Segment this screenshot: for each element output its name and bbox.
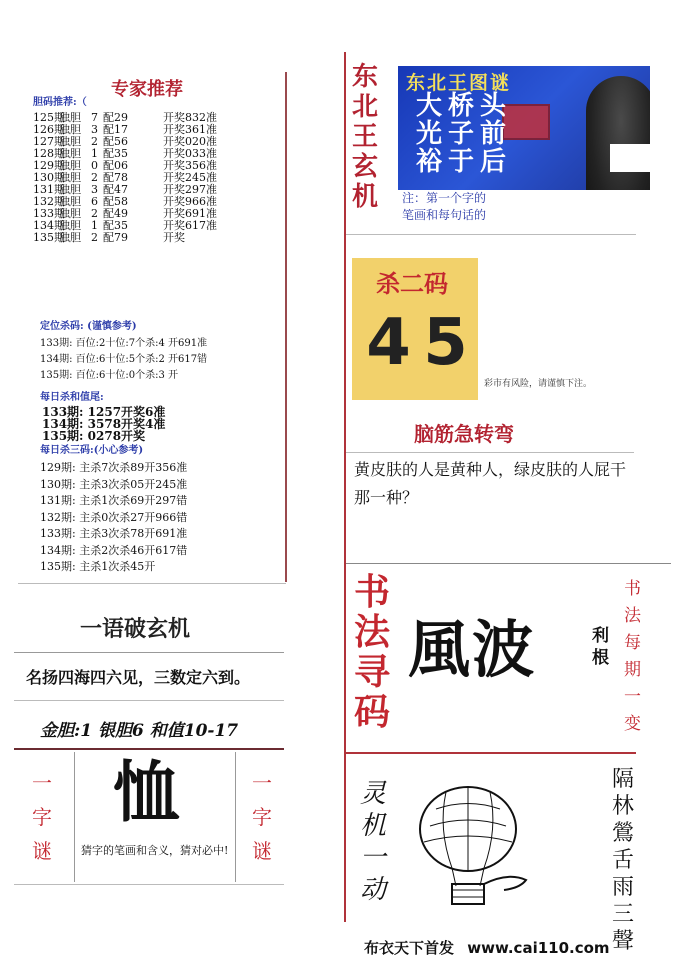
naojin-rule [346,452,634,453]
sansha-header: 每日杀三码:(小心参考) [40,445,144,456]
dan-num: 0 [91,159,98,172]
dan-num: 7 [91,111,98,124]
dan-pei: 配78 [103,171,128,184]
puzzle-white-block [610,144,650,172]
sha-num: 4 [366,306,411,380]
puzzle-sub [398,190,650,228]
shufa-vert [624,576,644,738]
gelin-vert [612,766,640,955]
dan-num: 6 [91,195,98,208]
sha-num: 5 [423,306,468,380]
expert-title: 专家推荐 [111,79,183,100]
dan-header: 胆码推荐:（ [33,97,87,108]
dan-num: 2 [91,171,98,184]
shufa-vert-text: 书法每期一变 [624,579,641,734]
yiyu-text: 名扬四海四六见，三数定六到。 [26,668,251,687]
dan-result: 开奖020准 [163,135,217,148]
dan-result: 开奖245准 [163,171,217,184]
yizi-center [74,752,236,882]
meiri-row: 134期: 3578开奖4准 [42,417,166,431]
yizi-hint: 猜字的笔画和含义，猜对必中! [81,844,229,857]
yizi-left-text: 一字谜 [32,771,52,863]
dan-label: 独胆 [59,123,81,136]
dan-period: 133期 [33,207,65,220]
dan-label: 独胆 [59,195,81,208]
sansha-row: 132期: 主杀0次杀27开966错 [40,510,188,524]
dan-period: 125期 [33,111,65,124]
dongbei-vertical-text: 东北王玄机 [352,62,379,212]
puzzle-image [398,66,650,228]
dan-result: 开奖832准 [163,111,217,124]
dan-period: 129期 [33,159,65,172]
yizi-rule [14,884,284,885]
sha-note: 彩市有风险，请谨慎下注。 [484,379,593,389]
puzzle-sub1: 注：第一个字的 [402,191,487,205]
dan-result: 开奖691准 [163,207,217,220]
sansha-row: 131期: 主杀1次杀69开297错 [40,494,188,507]
dan-result: 开奖361准 [163,123,217,136]
dan-row [33,232,278,244]
dan-result: 开奖356准 [163,159,217,172]
footer-text: 布衣天下首发 [364,939,455,957]
dan-num: 2 [91,231,98,244]
puzzle-sub2: 笔画和每句话的 [402,208,487,222]
yiyu-box [14,598,284,653]
dan-label: 独胆 [59,219,81,232]
dan-period: 127期 [33,135,65,148]
puzzle-line: 光子前 [416,119,513,149]
dan-label: 独胆 [59,147,81,160]
yizi-box [14,752,284,882]
dan-label: 独胆 [59,207,81,220]
dan-pei: 配58 [103,195,128,208]
dan-period: 134期 [33,219,65,232]
naojin-text: 黄皮肤的人是黄种人，绿皮肤的人屁干那一种？ [354,460,627,507]
sansha-row: 133期: 主杀3次杀78开691准 [40,527,188,540]
yiyu-rule [14,700,284,701]
dan-result: 开奖966准 [163,195,217,208]
balloon-icon [408,784,558,914]
dan-period: 135期 [33,231,65,244]
gelin-text: 隔林鶯舌雨三聲 [612,767,635,954]
dingwei-row: 133期: 百位:2十位:7个杀:4 开691准 [40,338,208,349]
shufa-label-text: 书法寻码 [354,571,391,733]
dan-num: 1 [91,147,98,160]
dan-result: 开奖 [163,231,185,244]
sha-nums [360,306,474,380]
dan-pei: 配29 [103,111,128,124]
sansha-row: 130期: 主杀3次杀05开245准 [40,477,188,491]
dan-label: 独胆 [59,171,81,184]
dingwei-list [40,336,207,384]
dan-list [33,112,278,244]
left-divider [285,72,287,582]
shufa-rule [346,752,636,754]
dan-pei: 配56 [103,135,128,148]
lingji-label [360,778,390,906]
dan-label: 独胆 [59,111,81,124]
footer-url[interactable]: www.cai110.com [467,939,610,957]
dan-pei: 配35 [103,147,128,160]
meiri-header: 每日杀和值尾: [40,392,104,403]
sha-title: 杀二码 [376,269,448,298]
sansha-list [40,460,187,576]
sansha-row: 129期: 主杀7次杀89开356准 [40,461,188,474]
yizi-right-label [252,766,274,868]
jindan-text: 金胆:1 银胆6 和值10-17 [40,721,239,741]
expert-panel [33,70,285,580]
dan-period: 128期 [33,147,65,160]
dingwei-header: 定位杀码: (谨慎参考) [40,321,137,332]
jindan-rule [14,748,284,750]
dan-pei: 配49 [103,207,128,220]
dan-num: 1 [91,219,98,232]
shufa-label [354,572,404,732]
dongbei-rule [346,234,636,235]
dingwei-row: 135期: 百位:6十位:0个杀:3 开 [40,370,179,381]
naojin-title: 脑筋急转弯 [414,422,514,446]
dan-pei: 配47 [103,183,128,196]
dan-period: 130期 [33,171,65,184]
dingwei-row: 134期: 百位:6十位:5个杀:2 开617错 [40,354,208,365]
dan-label: 独胆 [59,159,81,172]
yiyu-title: 一语破玄机 [80,616,191,642]
puzzle-line: 裕于后 [416,147,513,177]
lingji-text: 灵机一动 [360,779,387,905]
dan-num: 3 [91,183,98,196]
dan-pei: 配79 [103,231,128,244]
left-bottom-rule [18,583,286,584]
shufa-char: 風波 [408,613,537,686]
yizi-char: 恤 [113,753,179,831]
sansha-row: 135期: 主杀1次杀45开 [40,560,156,573]
yizi-left-label [32,766,54,868]
sha-box [352,258,478,400]
puzzle-lines [416,92,512,176]
dongbei-vertical [352,62,392,212]
dan-period: 132期 [33,195,65,208]
meiri-list [42,406,165,442]
dan-period: 131期 [33,183,65,196]
dan-result: 开奖617准 [163,219,217,232]
naojin-box [346,402,634,552]
dan-num: 2 [91,135,98,148]
dan-num: 2 [91,207,98,220]
puzzle-line: 大桥头 [416,91,513,121]
sansha-row: 134期: 主杀2次杀46开617错 [40,543,188,557]
yizi-right-text: 一字谜 [252,771,272,863]
meiri-row: 135期: 0278开奖 [42,429,146,443]
dan-result: 开奖297准 [163,183,217,196]
dan-label: 独胆 [59,231,81,244]
puzzle-title: 东北王图谜 [406,72,512,94]
dan-pei: 配06 [103,159,128,172]
footer [364,937,610,958]
dan-period: 126期 [33,123,65,136]
shufa-sign: 利根 [592,626,609,668]
dan-pei: 配35 [103,219,128,232]
dan-pei: 配17 [103,123,128,136]
dan-result: 开奖033准 [163,147,217,160]
dan-label: 独胆 [59,183,81,196]
dan-num: 3 [91,123,98,136]
naojin-bottom-rule [346,563,671,564]
meiri-row: 133期: 1257开奖6准 [42,405,166,419]
dan-label: 独胆 [59,135,81,148]
